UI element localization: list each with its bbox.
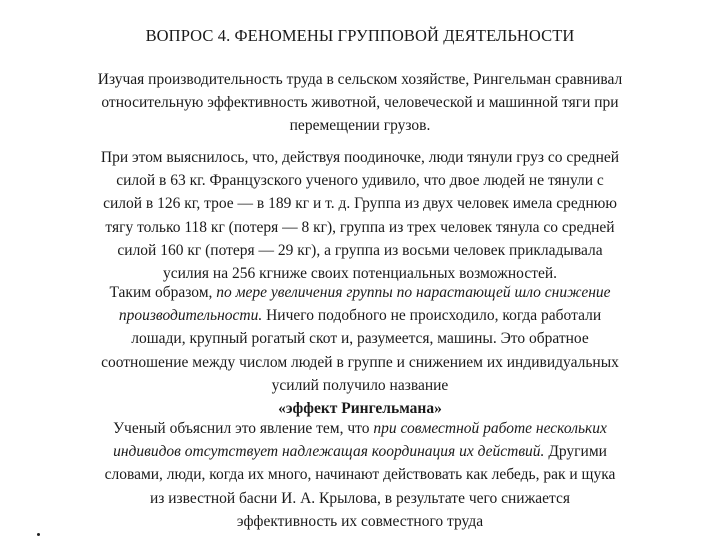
text-normal: Другими	[544, 443, 607, 461]
text-normal: Ничего подобного не происходило, когда работали	[262, 307, 602, 325]
text-line: относительную эффективность животной, человеческой и машинной тяги при	[101, 94, 619, 112]
paragraph-conclusion	[0, 281, 720, 420]
text-emphasis: при совместной работе нескольких	[373, 420, 607, 437]
text-emphasis: производительности.	[118, 307, 263, 325]
text-line: Изучая производительность труда в сельском хозяйстве, Рингельман сравнивал	[97, 71, 623, 88]
text-line: силой 160 кг (потеря — 29 кг), а группа из восьми человек прикладывала	[117, 241, 603, 259]
text-emphasis: индивидов отсутствует надлежащая координация их действий.	[113, 443, 545, 461]
text-line	[0, 440, 720, 463]
text-line: силой в 63 кг. Французского ученого удивило, что двое людей не тянули с	[116, 172, 604, 190]
text-line: силой в 126 кг, трое — в 189 кг и т. д. Группа из двух человек имела среднюю	[103, 195, 617, 213]
text-line: лошади, крупный рогатый скот и, разумеется, машины. Это обратное	[131, 330, 589, 348]
text-line: усилий получило название	[271, 376, 449, 394]
text-line: тягу только 118 кг (потеря — 8 кг), группа из трех человек тянула со средней	[105, 218, 615, 236]
text-emphasis: по мере увеличения группы по нарастающей шло снижение	[216, 284, 611, 301]
text-normal: Таким образом,	[109, 284, 217, 301]
page-title: ВОПРОС 4. ФЕНОМЕНЫ ГРУППОВОЙ ДЕЯТЕЛЬНОСТИ	[145, 26, 575, 45]
paragraph-intro	[0, 68, 720, 138]
text-line: эффективность их совместного труда	[236, 512, 484, 530]
text-line	[0, 281, 720, 304]
text-line: усилия на 256 кгниже своих потенциальных возможностей.	[162, 264, 558, 282]
paragraph-explanation	[0, 417, 720, 533]
bullet-dot	[37, 533, 40, 536]
effect-name: «эффект Рингельмана»	[278, 399, 442, 417]
text-line: соотношение между числом людей в группе и снижением их индивидуальных	[101, 353, 619, 371]
paragraph-experiment	[0, 146, 720, 285]
text-line: При этом выяснилось, что, действуя поодиночке, люди тянули груз со средней	[100, 149, 620, 166]
text-line: перемещении грузов.	[289, 117, 431, 135]
text-line: из известной басни И. А. Крылова, в результате чего снижается	[149, 489, 571, 507]
text-normal: Ученый объяснил это явление тем, что	[113, 420, 374, 437]
text-line	[0, 417, 720, 440]
text-line	[0, 304, 720, 327]
text-line: словами, люди, когда их много, начинают действовать как лебедь, рак и щука	[104, 466, 616, 484]
